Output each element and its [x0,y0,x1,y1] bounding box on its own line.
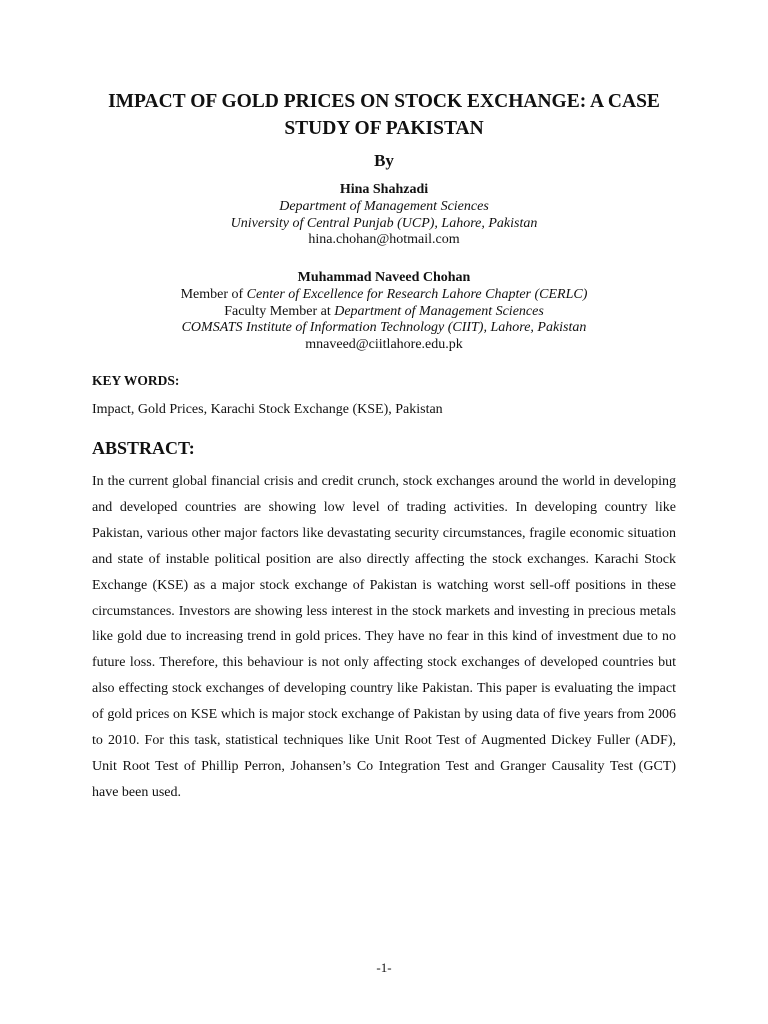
author-email[interactable]: hina.chohan@hotmail.com [308,232,460,248]
author-block-2 [92,270,676,353]
paper-title: IMPACT OF GOLD PRICES ON STOCK EXCHANGE: A CASE STUDY OF PAKISTAN [108,91,660,139]
abstract-body: In the current global financial crisis and credit crunch, stock exchanges around the world in developing and developed countries are showing low level of trading activities. In developing country like Pakistan, various other major factors like devastating security circumstances, fragile economic situation and state of instable political position are also directly affecting the stock exchanges. Karachi Stock Exchange (KSE) as a major stock exchange of Pakistan is watching worst sell-off positions in these circumstances. Investors are showing less interest in the stock markets and investing in precious metals like gold due to increasing trend in gold prices. They have no fear in this kind of investment due to no future loss. Therefore, this behaviour is not only affecting stock exchanges of developed countries but also effecting stock exchanges of developing country like Pakistan. This paper is evaluating the impact of gold prices on KSE which is major stock exchange of Pakistan by using data of five years from 2006 to 2010. For this task, statistical techniques like Unit Root Test of Augmented Dickey Fuller (ADF), Unit Root Test of Phillip Perron, Johansen’s Co Integration Test and Granger Causality Test (GCT) have been used. [92,474,676,800]
author-university: University of Central Punjab (UCP), Lahore, Pakistan [230,215,538,231]
keywords-heading: KEY WORDS: [92,373,180,388]
author-block-1 [92,182,676,249]
author-name: Hina Shahzadi [339,182,429,197]
author-name: Muhammad Naveed Chohan [297,270,471,285]
author-department: Department of Management Sciences [279,199,489,215]
keywords-text: Impact, Gold Prices, Karachi Stock Exchange (KSE), Pakistan [92,402,443,417]
page-number: -1- [376,960,392,975]
abstract-heading: ABSTRACT: [92,438,195,458]
author-faculty: Faculty Member at Department of Management Sciences [224,303,544,319]
by-line: By [374,151,394,170]
author-email[interactable]: mnaveed@ciitlahore.edu.pk [305,336,463,352]
author-institute: COMSATS Institute of Information Technology (CIIT), Lahore, Pakistan [181,320,587,336]
author-membership: Member of Center of Excellence for Research Lahore Chapter (CERLC) [180,287,588,303]
